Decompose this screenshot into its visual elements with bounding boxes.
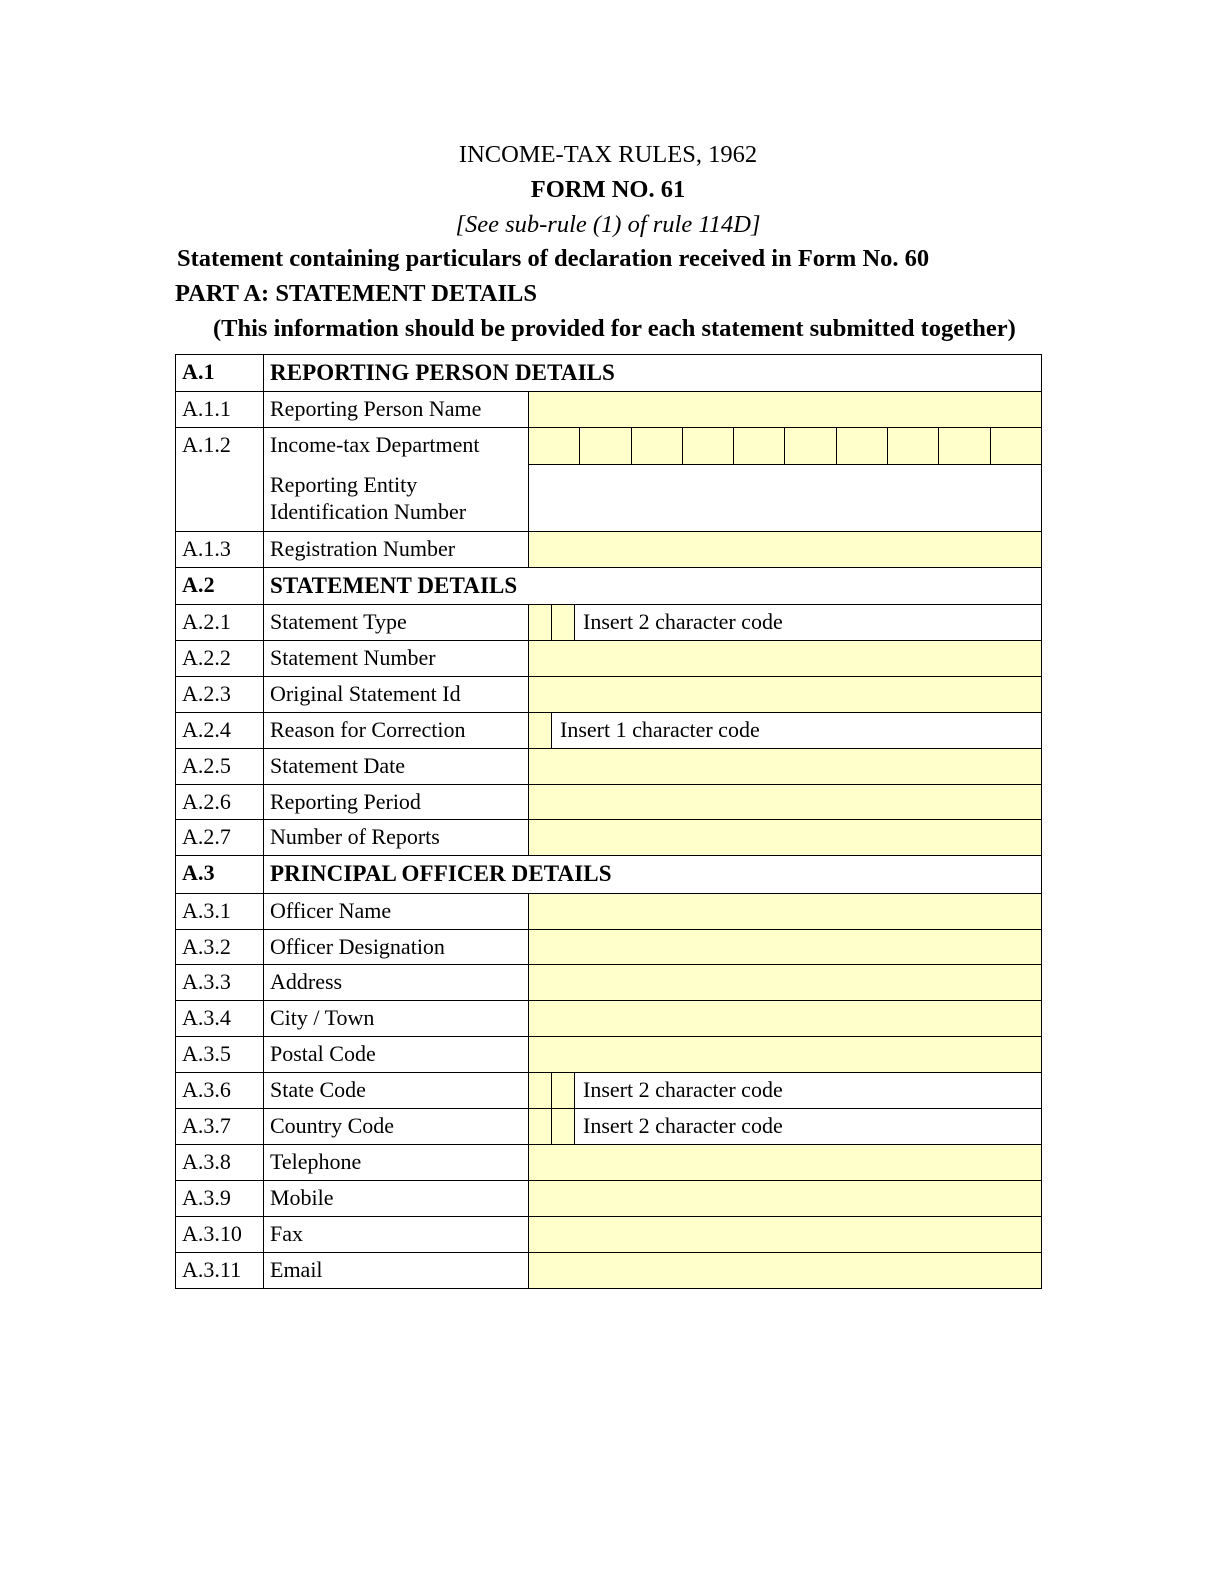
field-label: Country Code	[264, 1109, 529, 1145]
field-row	[176, 640, 1042, 676]
field-label-line1: Income-tax Department	[270, 432, 480, 458]
code-hint-wrapper	[529, 605, 1041, 640]
field-code: A.3.4	[176, 1001, 264, 1037]
field-code: A.2.1	[176, 604, 264, 640]
field-row	[176, 1001, 1042, 1037]
charbox-wrapper	[529, 428, 1041, 531]
rules-title: INCOME-TAX RULES, 1962	[458, 141, 758, 168]
field-label: City / Town	[264, 1001, 529, 1037]
statement-note: (This information should be provided for each statement submitted together)	[213, 314, 1016, 342]
field-input[interactable]	[529, 392, 1042, 428]
code-box-cell[interactable]	[552, 1109, 575, 1144]
field-code: A.1.3	[176, 531, 264, 567]
charbox-cell[interactable]	[580, 428, 631, 464]
code-hint-text: Insert 2 character code	[575, 605, 1041, 640]
code-hint-wrapper	[529, 1109, 1041, 1144]
field-input[interactable]	[529, 1253, 1042, 1289]
code-hint-wrapper	[529, 713, 1041, 748]
charbox-cell[interactable]	[837, 428, 888, 464]
field-row	[176, 1253, 1042, 1289]
field-row	[176, 1073, 1042, 1109]
field-input[interactable]	[529, 1145, 1042, 1181]
field-input[interactable]	[529, 784, 1042, 820]
field-input[interactable]	[529, 929, 1042, 965]
field-code: A.2.2	[176, 640, 264, 676]
section-header-row	[176, 355, 1042, 392]
field-row	[176, 820, 1042, 856]
charbox-cell[interactable]	[734, 428, 785, 464]
field-input[interactable]	[529, 1181, 1042, 1217]
field-row	[176, 784, 1042, 820]
field-code: A.2.7	[176, 820, 264, 856]
field-code: A.2.3	[176, 676, 264, 712]
field-label: Postal Code	[264, 1037, 529, 1073]
field-row	[176, 1037, 1042, 1073]
field-input-code[interactable]	[529, 712, 1042, 748]
field-input-code[interactable]	[529, 1073, 1042, 1109]
field-code: A.3.10	[176, 1217, 264, 1253]
field-code: A.2.4	[176, 712, 264, 748]
field-input-charboxes[interactable]	[529, 428, 1042, 532]
field-code: A.3.5	[176, 1037, 264, 1073]
code-hint-text: Insert 1 character code	[552, 713, 1041, 748]
field-input-code[interactable]	[529, 1109, 1042, 1145]
field-input[interactable]	[529, 820, 1042, 856]
code-hint-wrapper	[529, 1073, 1041, 1108]
section-title: PRINCIPAL OFFICER DETAILS	[264, 856, 1042, 893]
field-label: Email	[264, 1253, 529, 1289]
field-label: Address	[264, 965, 529, 1001]
field-input[interactable]	[529, 1037, 1042, 1073]
field-input[interactable]	[529, 1217, 1042, 1253]
code-box-cell[interactable]	[529, 1073, 552, 1108]
charbox-cell[interactable]	[888, 428, 939, 464]
field-label: Officer Designation	[264, 929, 529, 965]
code-hint-text: Insert 2 character code	[575, 1073, 1041, 1108]
field-code: A.3.9	[176, 1181, 264, 1217]
charbox-cell[interactable]	[529, 428, 580, 464]
field-code: A.3.8	[176, 1145, 264, 1181]
field-label: Reporting Person Name	[264, 392, 529, 428]
field-input[interactable]	[529, 640, 1042, 676]
section-header-row	[176, 856, 1042, 893]
charbox-cell[interactable]	[939, 428, 990, 464]
field-code: A.3.2	[176, 929, 264, 965]
field-label: Number of Reports	[264, 820, 529, 856]
field-label: Registration Number	[264, 531, 529, 567]
field-label: Fax	[264, 1217, 529, 1253]
field-row	[176, 929, 1042, 965]
field-label: Reason for Correction	[264, 712, 529, 748]
field-code: A.3.7	[176, 1109, 264, 1145]
field-row	[176, 1217, 1042, 1253]
field-label: Officer Name	[264, 893, 529, 929]
field-input[interactable]	[529, 748, 1042, 784]
field-label: Statement Date	[264, 748, 529, 784]
field-input[interactable]	[529, 531, 1042, 567]
field-label: Reporting Period	[264, 784, 529, 820]
field-row	[176, 531, 1042, 567]
part-a-heading: PART A: STATEMENT DETAILS	[175, 280, 537, 308]
field-input[interactable]	[529, 1001, 1042, 1037]
field-row	[176, 1145, 1042, 1181]
field-row	[176, 1109, 1042, 1145]
field-row	[176, 676, 1042, 712]
form-number-title: FORM NO. 61	[530, 175, 686, 203]
field-label: Statement Number	[264, 640, 529, 676]
field-row	[176, 712, 1042, 748]
see-rule-reference: [See sub-rule (1) of rule 114D]	[455, 210, 761, 238]
field-label: Mobile	[264, 1181, 529, 1217]
field-code: A.3.11	[176, 1253, 264, 1289]
field-label: Original Statement Id	[264, 676, 529, 712]
document-heading-block	[175, 138, 1041, 347]
field-row	[176, 748, 1042, 784]
field-input-code[interactable]	[529, 604, 1042, 640]
field-input[interactable]	[529, 893, 1042, 929]
field-code: A.2.6	[176, 784, 264, 820]
charbox-blank-area	[529, 464, 1041, 531]
charbox-cell[interactable]	[991, 428, 1041, 464]
section-code: A.1	[176, 355, 264, 392]
charbox-row	[529, 428, 1041, 464]
charbox-cell[interactable]	[632, 428, 683, 464]
section-code: A.3	[176, 856, 264, 893]
code-hint-text: Insert 2 character code	[575, 1109, 1041, 1144]
charbox-cell[interactable]	[785, 428, 836, 464]
field-row	[176, 1181, 1042, 1217]
field-input[interactable]	[529, 676, 1042, 712]
field-code: A.2.5	[176, 748, 264, 784]
section-title: STATEMENT DETAILS	[264, 567, 1042, 604]
field-row	[176, 604, 1042, 640]
field-row	[176, 893, 1042, 929]
field-code: A.1.2	[176, 428, 264, 532]
charbox-cell[interactable]	[683, 428, 734, 464]
field-row	[176, 392, 1042, 428]
code-box-cell[interactable]	[529, 605, 552, 640]
section-header-row	[176, 567, 1042, 604]
field-row	[176, 965, 1042, 1001]
field-code: A.3.1	[176, 893, 264, 929]
field-row	[176, 428, 1042, 532]
code-box-cell[interactable]	[552, 1073, 575, 1108]
code-box-cell[interactable]	[552, 605, 575, 640]
field-code: A.3.6	[176, 1073, 264, 1109]
code-box-cell[interactable]	[529, 1109, 552, 1144]
statement-description: Statement containing particulars of declaration received in Form No. 60	[177, 245, 930, 273]
field-code: A.3.3	[176, 965, 264, 1001]
field-input[interactable]	[529, 965, 1042, 1001]
field-label: Telephone	[264, 1145, 529, 1181]
field-label: State Code	[264, 1073, 529, 1109]
statement-details-table	[175, 354, 1042, 1289]
section-code: A.2	[176, 567, 264, 604]
field-label	[264, 428, 529, 532]
field-label-line2: Reporting Entity Identification Number	[270, 472, 467, 524]
code-box-cell[interactable]	[529, 713, 552, 748]
field-code: A.1.1	[176, 392, 264, 428]
section-title: REPORTING PERSON DETAILS	[264, 355, 1042, 392]
field-label: Statement Type	[264, 604, 529, 640]
